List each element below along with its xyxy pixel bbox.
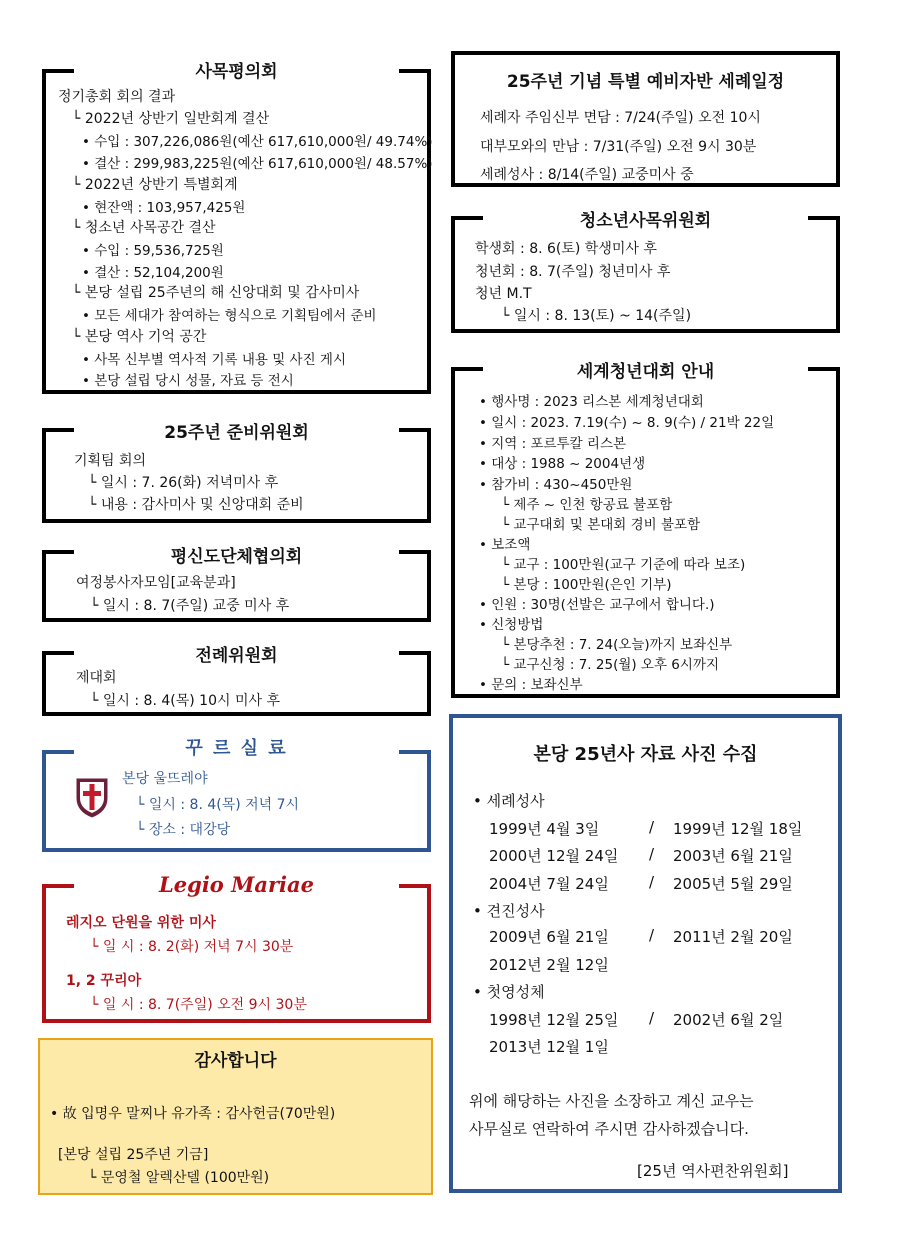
youth-line: 청년 M.T	[475, 286, 532, 302]
legio-section	[42, 872, 431, 1023]
samok-line: • 수입 : 59,536,725원	[82, 243, 224, 259]
prep-line: └ 일시 : 7. 26(화) 저녁미사 후	[88, 475, 279, 491]
baptism-line: 세례성사 : 8/14(주일) 교중미사 중	[480, 167, 694, 183]
thanks-line: └ 문영철 알렉산델 (100만원)	[88, 1170, 270, 1186]
wyd-line: • 신청방법	[479, 617, 544, 633]
photos-line: • 견진성사	[473, 902, 545, 920]
samok-line: • 결산 : 299,983,225원(예산 617,610,000원/ 48.57%)	[82, 156, 433, 172]
photos-sep: /	[649, 1009, 655, 1027]
laity-line: 여정봉사자모임[교육분과]	[76, 575, 236, 591]
legio-head1: 레지오 단원을 위한 미사	[66, 915, 216, 931]
liturgy-line: └ 일시 : 8. 4(목) 10시 미사 후	[90, 693, 280, 709]
samok-line: └ 2022년 상반기 특별회계	[72, 177, 238, 193]
wyd-line: • 인원 : 30명(선발은 교구에서 합니다.)	[479, 597, 715, 613]
photos-line: • 첫영성체	[473, 983, 545, 1001]
samok-line: • 모든 세대가 참여하는 형식으로 기획팀에서 준비	[82, 308, 377, 324]
photos-sep: /	[649, 845, 655, 863]
liturgy-title: 전례위원회	[195, 646, 278, 666]
wyd-line: └ 교구신청 : 7. 25(월) 오후 6시까지	[501, 657, 720, 673]
wyd-line: • 참가비 : 430~450만원	[479, 477, 633, 493]
baptism-line: 대부모와의 만남 : 7/31(주일) 오전 9시 30분	[480, 139, 757, 155]
photos-date: 2003년 6월 21일	[673, 847, 793, 865]
thanks-section	[38, 1038, 433, 1195]
photos-sep: /	[649, 926, 655, 944]
samok-line: • 현잔액 : 103,957,425원	[82, 200, 246, 216]
wyd-line: └ 제주 ~ 인천 항공료 불포함	[501, 497, 673, 513]
thanks-title: 감사합니다	[194, 1051, 277, 1071]
youth-line: 학생회 : 8. 6(토) 학생미사 후	[475, 241, 657, 257]
laity-line: └ 일시 : 8. 7(주일) 교중 미사 후	[90, 598, 290, 614]
photos-date: 1998년 12월 25일	[489, 1011, 619, 1029]
photos-date: 1999년 4월 3일	[489, 820, 600, 838]
wyd-line: └ 교구 : 100만원(교구 기준에 따라 보조)	[501, 557, 746, 573]
baptism-section	[451, 51, 840, 187]
youth-title: 청소년사목위원회	[579, 211, 712, 231]
photos-section	[449, 714, 842, 1193]
wyd-line: └ 교구대회 및 본대회 경비 불포함	[501, 517, 701, 533]
wyd-line: • 문의 : 보좌신부	[479, 677, 583, 693]
photos-date: 2004년 7월 24일	[489, 875, 609, 893]
wyd-line: • 일시 : 2023. 7.19(수) ~ 8. 9(수) / 21박 22일	[479, 415, 775, 431]
photos-date: 2005년 5월 29일	[673, 875, 793, 893]
photos-title: 본당 25년사 자료 사진 수집	[533, 744, 758, 765]
thanks-line: [본당 설립 25주년 기금]	[58, 1147, 209, 1163]
prep-line: 기획팀 회의	[74, 453, 147, 469]
youth-line: └ 일시 : 8. 13(토) ~ 14(주일)	[501, 308, 692, 324]
photos-date: 2000년 12월 24일	[489, 847, 619, 865]
photos-date: 2013년 12월 1일	[489, 1038, 609, 1056]
wyd-line: • 행사명 : 2023 리스본 세계청년대회	[479, 394, 704, 410]
wyd-line: • 보조액	[479, 537, 531, 553]
laity-title: 평신도단체협의회	[170, 547, 303, 567]
legio-title: Legio Mariae	[159, 872, 314, 897]
photos-committee: [25년 역사편찬위원회]	[637, 1162, 789, 1180]
samok-line: • 본당 설립 당시 성물, 자료 등 전시	[82, 373, 294, 389]
photos-date: 1999년 12월 18일	[673, 820, 803, 838]
wyd-line: └ 본당 : 100만원(은인 기부)	[501, 577, 672, 593]
cursillo-shield-icon	[72, 774, 112, 820]
photos-date: 2012년 2월 12일	[489, 956, 609, 974]
samok-line: • 결산 : 52,104,200원	[82, 265, 224, 281]
photos-date: 2002년 6월 2일	[673, 1011, 784, 1029]
legio-line2: └ 일 시 : 8. 7(주일) 오전 9시 30분	[90, 997, 307, 1013]
samok-line: └ 본당 설립 25주년의 해 신앙대회 및 감사미사	[72, 285, 360, 301]
liturgy-line: 제대회	[76, 670, 117, 686]
youth-section	[451, 211, 840, 333]
samok-title: 사목평의회	[195, 62, 278, 82]
wyd-section	[451, 362, 840, 698]
prep-section	[42, 423, 431, 523]
cursillo-title: 꾸 르 실 료	[185, 738, 288, 759]
cursillo-section	[42, 738, 431, 852]
cursillo-line: └ 장소 : 대강당	[136, 822, 231, 838]
thanks-line: • 故 입명우 말찌나 유가족 : 감사헌금(70만원)	[50, 1106, 336, 1122]
samok-section	[42, 62, 433, 394]
baptism-title: 25주년 기념 특별 예비자반 세례일정	[506, 72, 785, 92]
cursillo-line: └ 일시 : 8. 4(목) 저녁 7시	[136, 797, 300, 813]
photos-sep: /	[649, 818, 655, 836]
samok-line: • 사목 신부별 역사적 기록 내용 및 사진 게시	[82, 352, 346, 368]
photos-line: • 세례성사	[473, 792, 545, 810]
samok-line: └ 청소년 사목공간 결산	[72, 220, 216, 236]
photos-date: 2011년 2월 20일	[673, 928, 793, 946]
youth-line: 청년회 : 8. 7(주일) 청년미사 후	[475, 264, 671, 280]
samok-line: └ 본당 역사 기억 공간	[72, 329, 207, 345]
photos-note: 사무실로 연락하여 주시면 감사하겠습니다.	[469, 1120, 749, 1138]
legio-head2: 1, 2 꾸리아	[66, 973, 142, 989]
samok-line: • 수입 : 307,226,086원(예산 617,610,000원/ 49.74%)	[82, 134, 433, 150]
liturgy-section	[42, 646, 431, 716]
laity-section	[42, 547, 431, 622]
samok-line: └ 2022년 상반기 일반회계 결산	[72, 111, 270, 127]
legio-line1: └ 일 시 : 8. 2(화) 저녁 7시 30분	[90, 939, 294, 955]
wyd-line: • 대상 : 1988 ~ 2004년생	[479, 456, 646, 472]
photos-note: 위에 해당하는 사진을 소장하고 계신 교우는	[469, 1092, 754, 1110]
prep-line: └ 내용 : 감사미사 및 신앙대회 준비	[88, 497, 304, 513]
wyd-line: • 지역 : 포르투칼 리스본	[479, 436, 627, 452]
samok-line: 정기총회 회의 결과	[58, 89, 176, 105]
photos-sep: /	[649, 873, 655, 891]
wyd-line: └ 본당추천 : 7. 24(오늘)까지 보좌신부	[501, 637, 733, 653]
cursillo-line: 본당 울뜨레야	[122, 771, 208, 787]
baptism-line: 세례자 주임신부 면담 : 7/24(주일) 오전 10시	[480, 110, 761, 126]
wyd-title: 세계청년대회 안내	[576, 362, 715, 382]
photos-date: 2009년 6월 21일	[489, 928, 609, 946]
prep-title: 25주년 준비위원회	[164, 423, 309, 443]
